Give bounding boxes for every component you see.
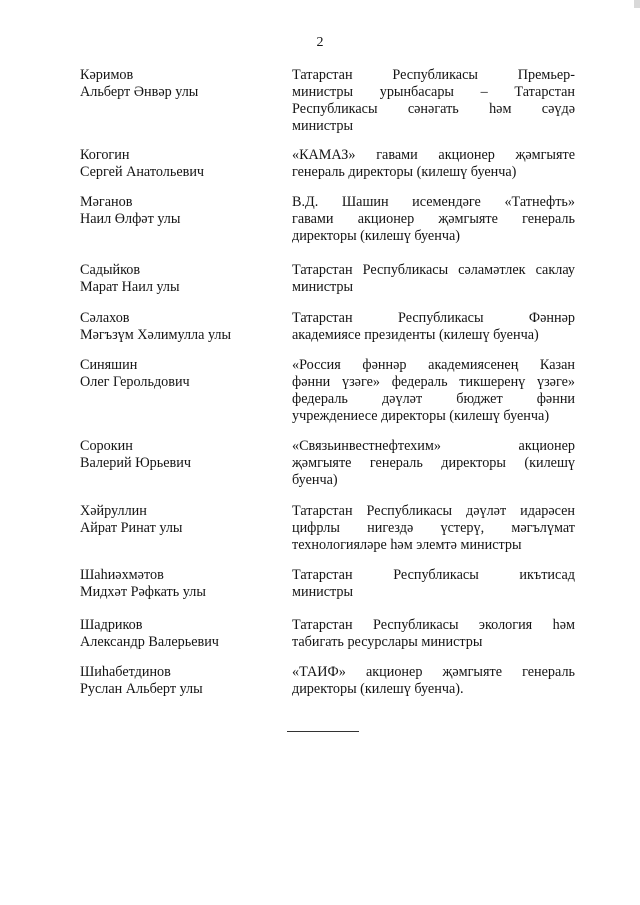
given-name: Наил Өлфәт улы — [80, 211, 181, 227]
position-line: табигать ресурслары министры — [292, 634, 483, 650]
person-name — [80, 438, 270, 472]
position-line: фәнни үзәге» федераль тикшеренү үзәге» — [292, 374, 575, 390]
position-line: гавами акционер җәмгыяте генераль — [292, 211, 575, 227]
position-title — [292, 262, 575, 296]
person-name — [80, 567, 270, 601]
given-name: Айрат Ринат улы — [80, 520, 183, 536]
position-title — [292, 310, 575, 344]
scan-corner-mark — [634, 0, 640, 8]
position-title — [292, 67, 575, 135]
position-line: директоры (килешү буенча) — [292, 228, 460, 244]
surname: Сорокин — [80, 438, 133, 454]
position-line: министры — [292, 584, 354, 600]
position-line: җәмгыяте генераль директоры (килешү — [292, 455, 575, 471]
given-name: Мидхәт Рәфкать улы — [80, 584, 206, 600]
surname: Сәлахов — [80, 310, 130, 326]
surname: Когогин — [80, 147, 130, 163]
given-name: Олег Герольдович — [80, 374, 190, 390]
person-name — [80, 310, 270, 344]
position-line: федераль дәүләт бюджет фәнни — [292, 391, 575, 407]
position-title — [292, 194, 575, 245]
end-of-list-line — [287, 731, 359, 732]
surname: Мәганов — [80, 194, 133, 210]
position-line: буенча) — [292, 472, 338, 488]
given-name: Марат Наил улы — [80, 279, 180, 295]
position-line: генераль директоры (килешү буенча) — [292, 164, 517, 180]
person-name — [80, 503, 270, 537]
position-title — [292, 357, 575, 425]
surname: Садыйков — [80, 262, 141, 278]
position-line: Татарстан Республикасы Премьер- — [292, 67, 575, 83]
position-line: директоры (килешү буенча). — [292, 681, 464, 697]
position-line: «Связьинвестнефтехим» акционер — [292, 438, 575, 454]
position-line: Татарстан Республикасы сәламәтлек саклау — [292, 262, 575, 278]
position-line: «ТАИФ» акционер җәмгыяте генераль — [292, 664, 575, 680]
surname: Шиһабетдинов — [80, 664, 171, 680]
person-name — [80, 617, 270, 651]
position-line: министры — [292, 279, 354, 295]
person-name — [80, 262, 270, 296]
given-name: Руслан Альберт улы — [80, 681, 203, 697]
person-name — [80, 67, 270, 101]
position-title — [292, 617, 575, 651]
surname: Кәримов — [80, 67, 134, 83]
person-name — [80, 664, 270, 698]
surname: Синяшин — [80, 357, 138, 373]
surname: Хәйруллин — [80, 503, 147, 519]
given-name: Александр Валерьевич — [80, 634, 219, 650]
position-line: министры — [292, 118, 354, 134]
position-line: учреждениесе директоры (килешү буенча) — [292, 408, 550, 424]
position-line: академиясе президенты (килешү буенча) — [292, 327, 539, 343]
surname: Шаһиәхмәтов — [80, 567, 164, 583]
person-name — [80, 194, 270, 228]
position-line: Татарстан Республикасы икътисад — [292, 567, 575, 583]
person-name — [80, 147, 270, 181]
position-title — [292, 664, 575, 698]
position-title — [292, 147, 575, 181]
position-line: технологияләре һәм элемтә министры — [292, 537, 522, 553]
position-title — [292, 503, 575, 554]
given-name: Альберт Әнвәр улы — [80, 84, 199, 100]
position-line: министры урынбасары – Татарстан — [292, 84, 575, 100]
given-name: Мәгъзүм Хәлимулла улы — [80, 327, 232, 343]
position-line: Татарстан Республикасы экология һәм — [292, 617, 575, 633]
position-line: Татарстан Республикасы дәүләт идарәсен — [292, 503, 575, 519]
given-name: Сергей Анатольевич — [80, 164, 205, 180]
page-number: 2 — [316, 35, 324, 50]
person-name — [80, 357, 270, 391]
position-line: «Россия фәннәр академиясенең Казан — [292, 357, 575, 373]
given-name: Валерий Юрьевич — [80, 455, 191, 471]
surname: Шадриков — [80, 617, 143, 633]
position-line: Татарстан Республикасы Фәннәр — [292, 310, 575, 326]
position-line: Республикасы сәнәгать һәм сәүдә — [292, 101, 575, 117]
position-line: В.Д. Шашин исемендәге «Татнефть» — [292, 194, 575, 210]
position-line: цифрлы нигездә үстерү, мәгълүмат — [292, 520, 575, 536]
position-line: «КАМАЗ» гавами акционер җәмгыяте — [292, 147, 575, 163]
position-title — [292, 438, 575, 489]
position-title — [292, 567, 575, 601]
